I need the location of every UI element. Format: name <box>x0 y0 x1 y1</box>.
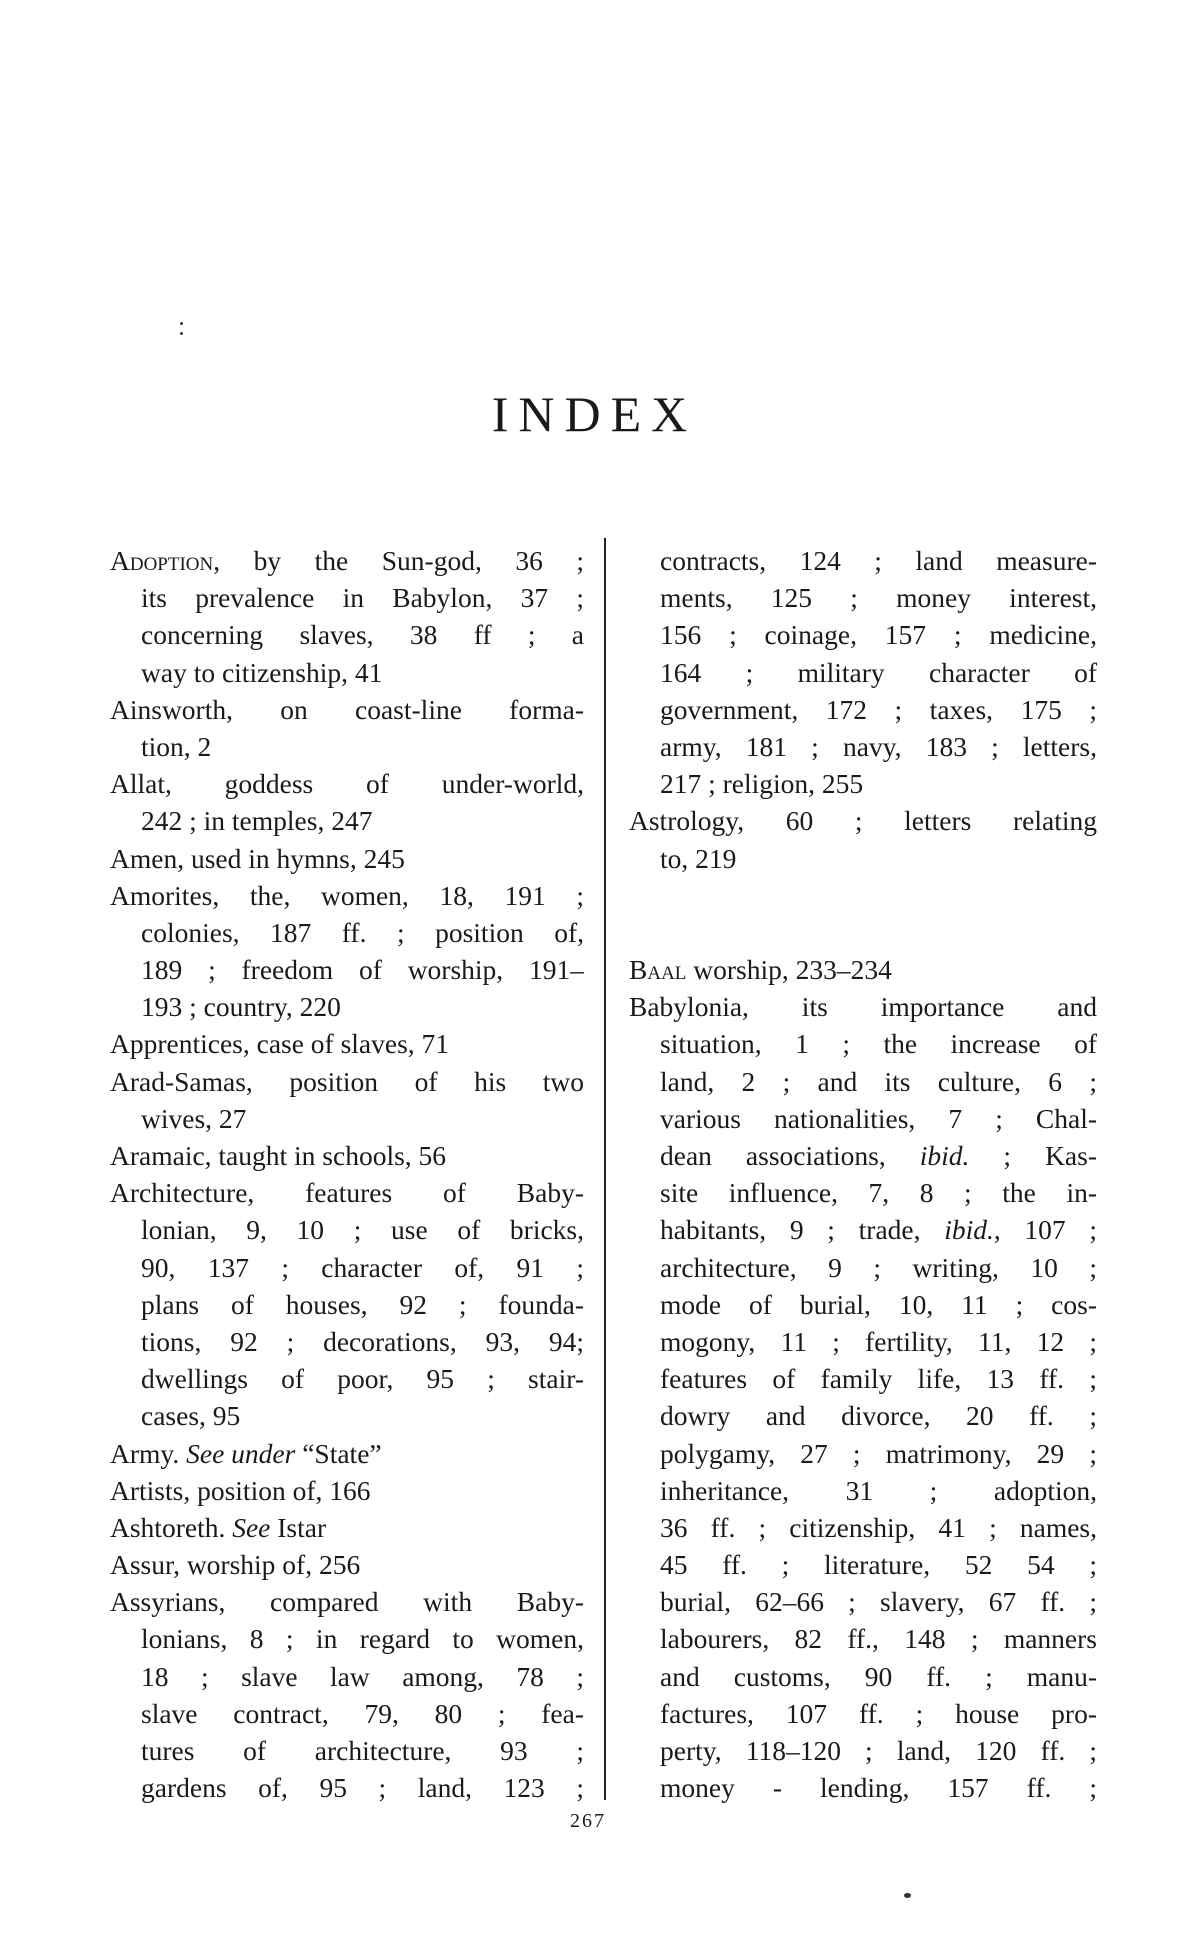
entry-line: to, 219 <box>660 842 737 874</box>
entry-line: Arad-Samas, position of his two <box>110 1065 584 1097</box>
entry-line: burial, 62–66 ; slavery, 67 ff. ; <box>660 1586 1097 1618</box>
entry-line: Architecture, features of Baby- <box>110 1177 584 1209</box>
italic-text: ibid. <box>919 1140 970 1172</box>
entry-line: 193 ; country, 220 <box>141 991 341 1023</box>
entry-line: mode of burial, 10, 11 ; cos- <box>660 1288 1097 1320</box>
entry-line: tures of architecture, 93 ; <box>141 1735 584 1766</box>
entry-line: gardens of, 95 ; land, 123 ; <box>141 1772 584 1804</box>
entry-line: various nationalities, 7 ; Chal- <box>660 1102 1097 1134</box>
entry-line: 18 ; slave law among, 78 ; <box>141 1660 584 1692</box>
entry-line: Assur, worship of, 256 <box>110 1549 361 1581</box>
entry-line: mogony, 11 ; fertility, 11, 12 ; <box>660 1325 1097 1357</box>
text-span: ; Kas- <box>969 1140 1097 1172</box>
entry-line <box>110 1435 584 1472</box>
entry-line: tion, 2 <box>141 730 212 762</box>
entry-line: cases, 95 <box>141 1400 241 1432</box>
entry-line: architecture, 9 ; writing, 10 ; <box>660 1251 1097 1283</box>
index-column-left <box>110 542 584 1806</box>
index-column-right <box>629 542 1097 1806</box>
entry-line: 156 ; coinage, 157 ; medicine, <box>660 619 1097 651</box>
text-span: Istar <box>270 1511 327 1543</box>
entry-line: concerning slaves, 38 ff ; a <box>141 619 584 651</box>
entry-line: Babylonia, its importance and <box>629 991 1097 1023</box>
entry-line <box>110 1509 584 1546</box>
entry-line: and customs, 90 ff. ; manu- <box>660 1660 1097 1692</box>
index-entry <box>110 877 584 1026</box>
entry-line: Apprentices, case of slaves, 71 <box>110 1028 450 1060</box>
index-entry <box>110 1509 584 1546</box>
entry-line: 90, 137 ; character of, 91 ; <box>141 1251 584 1283</box>
entry-line: 36 ff. ; citizenship, 41 ; names, <box>660 1511 1097 1543</box>
entry-line: factures, 107 ff. ; house pro- <box>660 1697 1097 1729</box>
headword-small-caps: Baal <box>629 954 687 986</box>
entry-line: Assyrians, compared with Baby- <box>110 1586 584 1618</box>
entry-line: slave contract, 79, 80 ; fea- <box>141 1697 584 1729</box>
index-entry <box>110 1435 584 1472</box>
entry-line: money - lending, 157 ff. ; <box>660 1772 1097 1804</box>
entry-line: Ainsworth, on coast-line forma- <box>110 693 584 725</box>
entry-line: 164 ; military character of <box>660 656 1097 688</box>
index-entry <box>110 1174 584 1434</box>
entry-line: perty, 118–120 ; land, 120 ff. ; <box>660 1735 1097 1767</box>
entry-line <box>110 542 584 579</box>
entry-line: situation, 1 ; the increase of <box>660 1028 1097 1060</box>
entry-line: wives, 27 <box>141 1102 247 1134</box>
entry-line: Amen, used in hymns, 245 <box>110 842 405 874</box>
index-entry <box>110 1472 584 1509</box>
index-entry <box>110 1583 584 1806</box>
index-entry <box>110 1546 584 1583</box>
entry-line: land, 2 ; and its culture, 6 ; <box>660 1065 1097 1097</box>
entry-line: Artists, position of, 166 <box>110 1474 371 1506</box>
entry-line: labourers, 82 ff., 148 ; manners <box>660 1623 1097 1655</box>
index-entry <box>110 691 584 765</box>
entry-line: 45 ff. ; literature, 52 54 ; <box>660 1549 1097 1581</box>
index-entry <box>110 1025 584 1062</box>
text-span: worship, 233–234 <box>686 954 892 986</box>
page-title: INDEX <box>491 386 698 442</box>
print-speck <box>180 332 183 335</box>
text-span: habitants, 9 ; trade, <box>660 1214 945 1246</box>
entry-line <box>629 1211 1097 1248</box>
entry-line <box>629 1137 1097 1174</box>
index-entry <box>110 840 584 877</box>
index-entry <box>110 542 584 691</box>
entry-line: Allat, goddess of under-world, <box>110 768 584 800</box>
print-speck <box>180 322 183 325</box>
entry-line: lonian, 9, 10 ; use of bricks, <box>141 1214 584 1246</box>
entry-line: government, 172 ; taxes, 175 ; <box>660 693 1097 725</box>
entry-line: 189 ; freedom of worship, 191– <box>141 954 584 986</box>
entry-line: dowry and divorce, 20 ff. ; <box>660 1400 1097 1432</box>
entry-line: plans of houses, 92 ; founda- <box>141 1288 584 1320</box>
index-entry <box>110 765 584 839</box>
entry-line: colonies, 187 ff. ; position of, <box>141 916 584 948</box>
italic-text: ibid. <box>944 1214 994 1246</box>
entry-line: polygamy, 27 ; matrimony, 29 ; <box>660 1437 1097 1469</box>
entry-line: site influence, 7, 8 ; the in- <box>660 1177 1097 1209</box>
print-speck <box>904 1893 911 1898</box>
entry-line: contracts, 124 ; land measure- <box>660 545 1097 576</box>
entry-line <box>629 951 1097 988</box>
entry-line: Amorites, the, women, 18, 191 ; <box>110 879 584 911</box>
index-entry <box>110 1063 584 1137</box>
entry-line: tions, 92 ; decorations, 93, 94; <box>141 1325 584 1357</box>
entry-line: 242 ; in temples, 247 <box>141 805 373 837</box>
index-entry <box>629 802 1097 876</box>
entry-line: its prevalence in Babylon, 37 ; <box>141 582 584 614</box>
entry-line: army, 181 ; navy, 183 ; letters, <box>660 730 1097 762</box>
entry-line: 217 ; religion, 255 <box>660 768 864 800</box>
index-entry <box>110 1137 584 1174</box>
index-entry <box>629 951 1097 988</box>
entry-line: inheritance, 31 ; adoption, <box>660 1474 1097 1506</box>
entry-gap <box>629 877 1097 951</box>
index-entry <box>629 542 1097 802</box>
headword-small-caps: Adoption <box>110 545 214 576</box>
text-span: Ashtoreth. <box>110 1511 233 1543</box>
italic-text: See <box>232 1511 271 1543</box>
column-divider <box>604 538 606 1800</box>
text-span: , 107 ; <box>993 1214 1097 1246</box>
entry-line: lonians, 8 ; in regard to women, <box>141 1623 584 1655</box>
entry-line: dwellings of poor, 95 ; stair- <box>141 1363 584 1395</box>
text-span: , by the Sun-god, 36 ; <box>213 545 584 576</box>
text-span: dean associations, <box>660 1140 920 1172</box>
text-span: “State” <box>295 1437 382 1469</box>
entry-line: ments, 125 ; money interest, <box>660 582 1097 614</box>
entry-line: way to citizenship, 41 <box>141 656 383 688</box>
text-span: Army. <box>110 1437 187 1469</box>
page-number: 267 <box>570 1810 606 1832</box>
italic-text: See under <box>186 1437 296 1469</box>
entry-line: features of family life, 13 ff. ; <box>660 1363 1097 1395</box>
index-entry <box>629 988 1097 1806</box>
entry-line: Aramaic, taught in schools, 56 <box>110 1140 447 1171</box>
entry-line: Astrology, 60 ; letters relating <box>629 805 1097 837</box>
